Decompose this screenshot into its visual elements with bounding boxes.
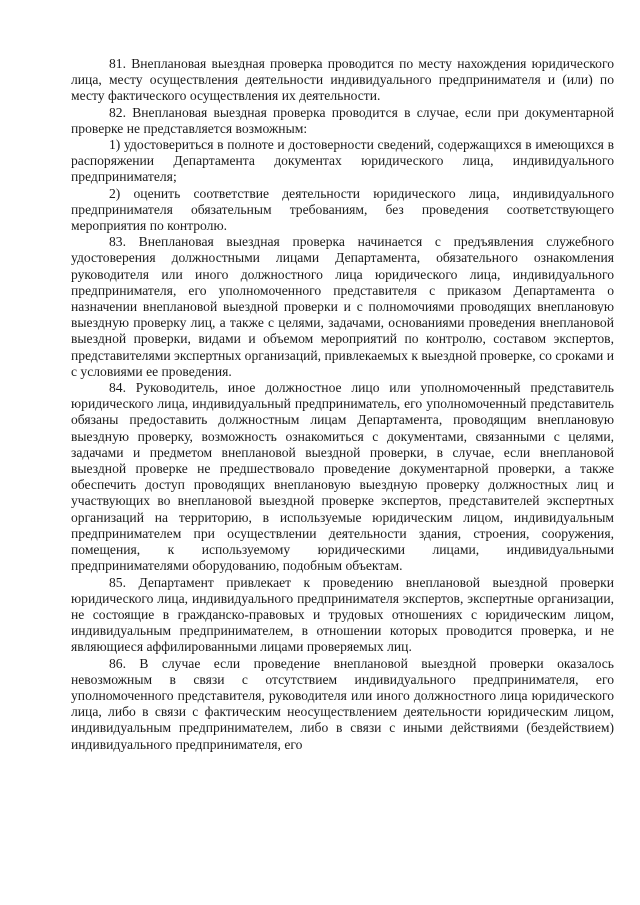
paragraph-82: 82. Внеплановая выездная проверка проводится в случае, если при документарной проверке не представляется возможным: [71, 104, 614, 136]
paragraph-83: 83. Внеплановая выездная проверка начинается с предъявления служебного удостоверения должностными лицами Департамента, обязательного ознакомления руководителя или иного должностного лица юридического лица, индивидуального предпринимателя, его уполномоченного представителя с приказом Департамента о назначении внеплановой выездной проверки и с полномочиями проводящих внеплановую выездную проверку лиц, а также с целями, задачами, основаниями проведения внеплановой выездной проверки, видами и объемом мероприятий по контролю, составом экспертов, представителями экспертных организаций, привлекаемых к выездной проверке, со сроками и с условиями ее проведения. [71, 234, 614, 379]
paragraph-84: 84. Руководитель, иное должностное лицо или уполномоченный представитель юридического лица, индивидуальный предприниматель, его уполномоченный представитель обязаны предоставить должностным лицам Департамента, проводящим внеплановую выездную проверку, возможность ознакомиться с документами, связанными с целями, задачами и предметом внеплановой выездной проверки, в случае, если внеплановой выездной проверке не предшествовало проведение документарной проверки, а также обеспечить доступ проводящих внеплановую выездную проверку должностных лиц и участвующих во внеплановой выездной проверке экспертов, представителей экспертных организаций на территорию, в используемые юридическим лицом, индивидуальным предпринимателем при осуществлении деятельности здания, строения, сооружения, помещения, к используемому юридическими лицами, индивидуальными предпринимателями оборудованию, подобным объектам. [71, 380, 614, 574]
paragraph-86: 86. В случае если проведение внеплановой выездной проверки оказалось невозможным в связи с отсутствием индивидуального предпринимателя, его уполномоченного представителя, руководителя или иного должностного лица юридического лица, либо в связи с фактическим неосуществлением деятельности юридическим лицом, индивидуальным предпринимателем, либо в связи с иными действиями (бездействием) индивидуального предпринимателя, его [71, 655, 614, 752]
paragraph-81: 81. Внеплановая выездная проверка проводится по месту нахождения юридического лица, месту осуществления деятельности индивидуального предпринимателя и (или) по месту фактического осуществления их деятельности. [71, 56, 614, 104]
paragraph-82-item-2: 2) оценить соответствие деятельности юридического лица, индивидуального предпринимателя обязательным требованиям, без проведения соответствующего мероприятия по контролю. [71, 185, 614, 234]
paragraph-82-item-1: 1) удостовериться в полноте и достоверности сведений, содержащихся в имеющихся в распоряжении Департамента документах юридического лица, индивидуального предпринимателя; [71, 137, 614, 185]
paragraph-85: 85. Департамент привлекает к проведению внеплановой выездной проверки юридического лица, индивидуального предпринимателя экспертов, экспертные организации, не состоящие в гражданско-правовых и трудовых отношениях с юридическим лицом, индивидуальным предпринимателем, в отношении которых проводится проверка, и не являющиеся аффилированными лицами проверяемых лиц. [71, 574, 614, 655]
document-body [71, 56, 614, 753]
